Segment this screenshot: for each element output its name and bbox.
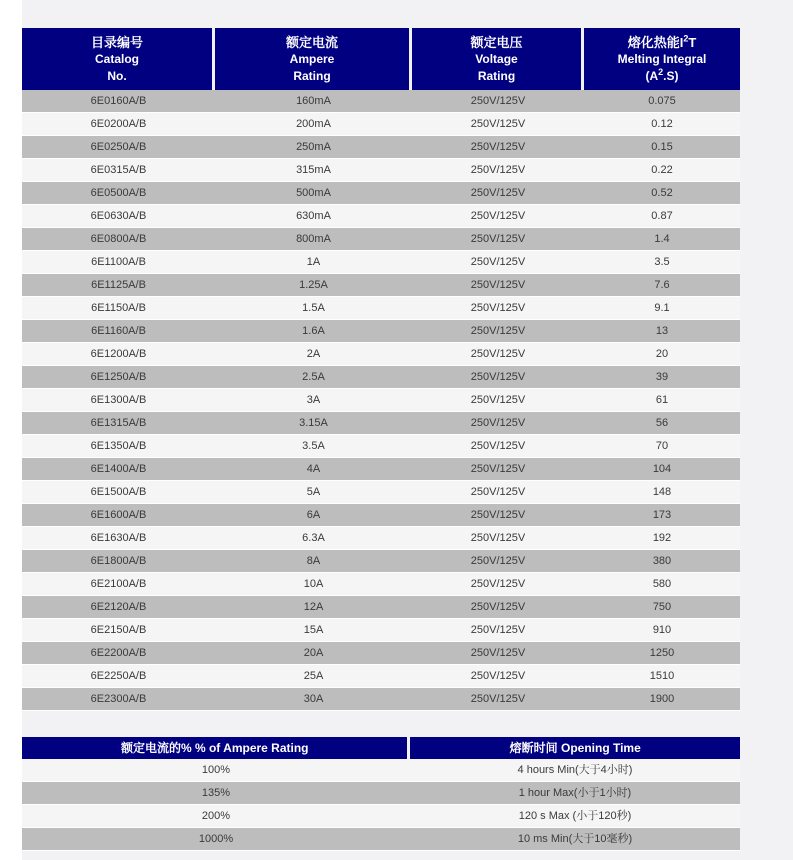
table1-cell: 6E0200A/B — [90, 118, 147, 130]
header-catalog-en1: Catalog — [94, 52, 139, 66]
header-ampere-rating — [215, 28, 409, 90]
table2-cell: 4 hours Min(大于4小时) — [517, 764, 633, 776]
table1-cell: 0.12 — [651, 118, 673, 130]
table1-row — [22, 527, 740, 550]
table1-cell: 30A — [303, 693, 324, 705]
table1-cell: 3.5 — [654, 256, 670, 268]
table1-cell: 750 — [652, 601, 672, 613]
table1-cell: 3A — [306, 394, 321, 406]
table1-cell: 10A — [303, 578, 324, 590]
table1-cell: 1510 — [649, 670, 675, 682]
table1-cell: 6E1315A/B — [90, 417, 147, 429]
header-ampere-en1: Ampere — [289, 52, 335, 66]
table1-row — [22, 389, 740, 412]
table1-cell: 250V/125V — [470, 325, 526, 337]
table1-cell: 104 — [652, 463, 672, 475]
table1-cell: 1250 — [649, 647, 675, 659]
table1-cell: 6E0250A/B — [90, 141, 147, 153]
table1-cell: 250V/125V — [470, 302, 526, 314]
table1-row — [22, 366, 740, 389]
opening-time-table — [22, 737, 740, 851]
table1-cell: 12A — [303, 601, 324, 613]
table1-cell: 250V/125V — [470, 440, 526, 452]
table1-cell: 250V/125V — [470, 371, 526, 383]
table1-cell: 250V/125V — [470, 95, 526, 107]
table1-cell: 0.52 — [651, 187, 673, 199]
table1-cell: 5A — [306, 486, 321, 498]
table1-cell: 250V/125V — [470, 486, 526, 498]
table2-row — [22, 759, 740, 782]
table1-cell: 6.3A — [302, 532, 325, 544]
table1-cell: 250V/125V — [470, 256, 526, 268]
table1-row — [22, 343, 740, 366]
table1-cell: 9.1 — [654, 302, 670, 314]
table1-cell: 250V/125V — [470, 164, 526, 176]
header-voltage-rating — [412, 28, 581, 90]
opening-time-body — [22, 759, 740, 851]
header-voltage-en1: Voltage — [475, 52, 518, 66]
table1-cell: 250V/125V — [470, 647, 526, 659]
header-percent-ampere-label: 额定电流的% % of Ampere Rating — [120, 741, 309, 755]
table1-cell: 173 — [652, 509, 672, 521]
table1-cell: 250V/125V — [470, 670, 526, 682]
table1-cell: 192 — [652, 532, 672, 544]
header-voltage-zh: 额定电压 — [470, 35, 523, 50]
table1-row — [22, 90, 740, 113]
table1-row — [22, 688, 740, 711]
ratings-table — [22, 28, 740, 711]
table1-cell: 1.25A — [299, 279, 328, 291]
header-melting-integral — [584, 28, 740, 90]
table1-row — [22, 481, 740, 504]
table1-cell: 6E1250A/B — [90, 371, 147, 383]
table1-cell: 250V/125V — [470, 532, 526, 544]
table1-cell: 160mA — [296, 95, 331, 107]
table1-cell: 6E1630A/B — [90, 532, 147, 544]
table1-row — [22, 297, 740, 320]
table1-cell: 2.5A — [302, 371, 325, 383]
table1-cell: 4A — [306, 463, 321, 475]
table1-row — [22, 320, 740, 343]
content-area — [22, 0, 793, 860]
table1-cell: 0.075 — [648, 95, 676, 107]
table1-cell: 250mA — [296, 141, 331, 153]
table1-cell: 15A — [303, 624, 324, 636]
table1-cell: 2A — [306, 348, 321, 360]
table1-cell: 6E1350A/B — [90, 440, 147, 452]
opening-time-header — [22, 737, 740, 759]
table1-cell: 6E2100A/B — [90, 578, 147, 590]
table1-cell: 315mA — [296, 164, 331, 176]
table1-cell: 6E2250A/B — [90, 670, 147, 682]
table1-cell: 6E1400A/B — [90, 463, 147, 475]
table2-cell: 200% — [201, 810, 231, 822]
table1-row — [22, 596, 740, 619]
table1-row — [22, 251, 740, 274]
header-opening-time-label: 熔断时间 Opening Time — [509, 741, 641, 755]
table1-row — [22, 136, 740, 159]
table1-cell: 1.5A — [302, 302, 325, 314]
table1-cell: 1.6A — [302, 325, 325, 337]
table1-cell: 6E0630A/B — [90, 210, 147, 222]
table1-cell: 250V/125V — [470, 233, 526, 245]
table1-cell: 1.4 — [654, 233, 670, 245]
table1-cell: 0.87 — [651, 210, 673, 222]
table1-row — [22, 159, 740, 182]
table1-cell: 70 — [655, 440, 669, 452]
table1-cell: 13 — [655, 325, 669, 337]
table1-cell: 6E1800A/B — [90, 555, 147, 567]
table1-cell: 580 — [652, 578, 672, 590]
table1-cell: 6E1160A/B — [91, 325, 146, 337]
table2-row — [22, 805, 740, 828]
table1-row — [22, 182, 740, 205]
table2-cell: 100% — [201, 764, 231, 776]
header-voltage-en2: Rating — [477, 69, 516, 83]
table1-row — [22, 435, 740, 458]
header-catalog-en2: No. — [107, 69, 127, 83]
table1-row — [22, 550, 740, 573]
table1-cell: 250V/125V — [470, 555, 526, 567]
table1-row — [22, 504, 740, 527]
table1-cell: 380 — [652, 555, 672, 567]
table2-cell: 135% — [201, 787, 231, 799]
header-catalog-no — [22, 28, 212, 90]
table1-cell: 250V/125V — [470, 394, 526, 406]
table1-cell: 6E0160A/B — [90, 95, 147, 107]
table1-cell: 800mA — [296, 233, 331, 245]
table1-row — [22, 619, 740, 642]
table1-cell: 0.22 — [651, 164, 673, 176]
table1-cell: 6E0800A/B — [90, 233, 147, 245]
table1-cell: 6E1100A/B — [91, 256, 146, 268]
table1-cell: 7.6 — [654, 279, 670, 291]
table1-cell: 250V/125V — [470, 210, 526, 222]
table1-row — [22, 412, 740, 435]
table1-cell: 56 — [655, 417, 669, 429]
table1-cell: 250V/125V — [470, 578, 526, 590]
table2-cell: 120 s Max (小于120秒) — [518, 810, 632, 822]
table1-row — [22, 113, 740, 136]
table1-cell: 250V/125V — [470, 693, 526, 705]
table1-row — [22, 573, 740, 596]
header-opening-time — [410, 737, 740, 759]
table1-cell: 6E0500A/B — [90, 187, 147, 199]
table1-cell: 3.15A — [299, 417, 328, 429]
table1-cell: 148 — [652, 486, 672, 498]
table1-cell: 6E1125A/B — [91, 279, 146, 291]
table1-cell: 6E0315A/B — [90, 164, 147, 176]
table1-cell: 0.15 — [651, 141, 673, 153]
table1-cell: 200mA — [296, 118, 331, 130]
table1-cell: 1A — [306, 256, 321, 268]
header-melting-zh: 熔化热能$I^2T$ — [627, 33, 697, 50]
table1-cell: 6E1150A/B — [91, 302, 146, 314]
ratings-table-header — [22, 28, 740, 90]
table1-cell: 910 — [652, 624, 672, 636]
table1-cell: 250V/125V — [470, 624, 526, 636]
table1-row — [22, 642, 740, 665]
table1-cell: 250V/125V — [470, 141, 526, 153]
table1-cell: 6A — [306, 509, 321, 521]
table1-row — [22, 458, 740, 481]
table1-row — [22, 205, 740, 228]
table1-row — [22, 665, 740, 688]
table2-row — [22, 828, 740, 851]
table1-row — [22, 228, 740, 251]
table1-cell: 8A — [306, 555, 321, 567]
table2-cell: 1 hour Max(小于1小时) — [518, 787, 632, 799]
table1-cell: 630mA — [296, 210, 331, 222]
table2-cell: 10 ms Min(大于10毫秒) — [517, 833, 633, 845]
table1-cell: 61 — [655, 394, 669, 406]
table2-cell: 1000% — [198, 833, 234, 845]
table1-cell: 250V/125V — [470, 463, 526, 475]
table1-cell: 250V/125V — [470, 509, 526, 521]
table1-cell: 3.5A — [302, 440, 325, 452]
table1-cell: 6E1300A/B — [90, 394, 147, 406]
header-percent-ampere — [22, 737, 407, 759]
header-melting-en1: Melting Integral — [617, 52, 707, 66]
header-ampere-en2: Rating — [293, 69, 331, 83]
table1-cell: 6E1500A/B — [90, 486, 147, 498]
ratings-table-body — [22, 90, 740, 711]
table1-cell: 6E1600A/B — [90, 509, 147, 521]
table1-cell: 6E2200A/B — [90, 647, 147, 659]
table1-cell: 250V/125V — [470, 348, 526, 360]
table2-row — [22, 782, 740, 805]
table1-cell: 20 — [655, 348, 669, 360]
table1-cell: 6E1200A/B — [90, 348, 147, 360]
table1-cell: 250V/125V — [470, 601, 526, 613]
header-melting-en2: $(A^2.S)$ — [645, 67, 679, 83]
header-ampere-zh: 额定电流 — [285, 35, 338, 50]
table1-cell: 6E2300A/B — [90, 693, 147, 705]
table1-cell: 250V/125V — [470, 279, 526, 291]
table1-cell: 39 — [655, 371, 669, 383]
header-catalog-zh: 目录编号 — [90, 35, 143, 50]
table1-row — [22, 274, 740, 297]
table1-cell: 250V/125V — [470, 187, 526, 199]
table1-cell: 25A — [303, 670, 324, 682]
table1-cell: 500mA — [296, 187, 331, 199]
table1-cell: 6E2120A/B — [90, 601, 147, 613]
table1-cell: 6E2150A/B — [90, 624, 147, 636]
table1-cell: 250V/125V — [470, 417, 526, 429]
table1-cell: 20A — [303, 647, 324, 659]
table1-cell: 1900 — [649, 693, 675, 705]
table1-cell: 250V/125V — [470, 118, 526, 130]
